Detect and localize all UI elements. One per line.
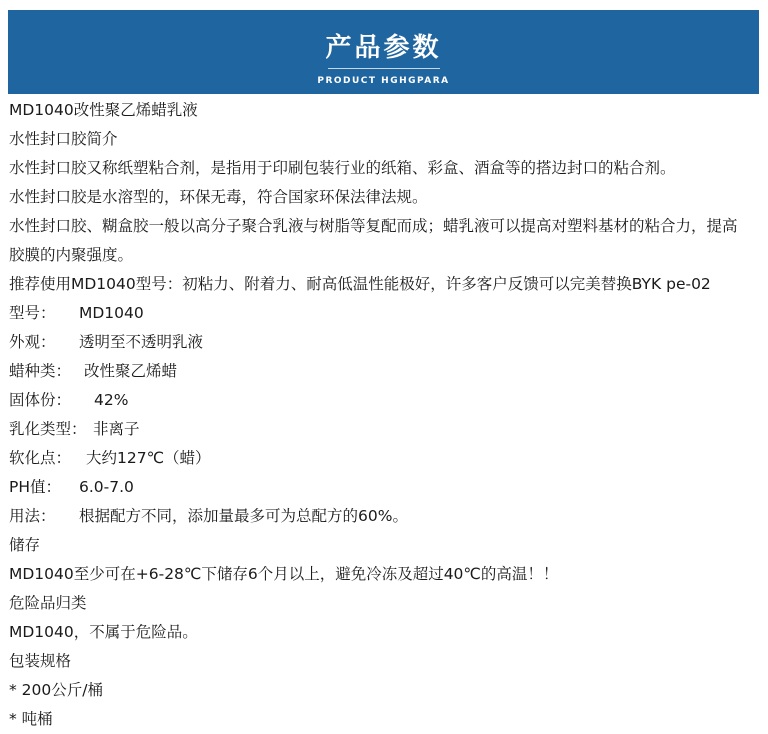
spec-value: 42% — [94, 391, 129, 409]
hazard-heading: 危险品归类 — [9, 594, 87, 612]
packaging-item: * 吨桶 — [9, 710, 53, 728]
section-banner — [8, 10, 759, 94]
banner-title: 产品参数 — [325, 33, 442, 63]
product-name: MD1040改性聚乙烯蜡乳液 — [9, 101, 198, 119]
spec-emulsion-type — [9, 415, 759, 444]
spec-value: 改性聚乙烯蜡 — [84, 362, 178, 380]
spec-ph — [9, 473, 759, 502]
intro-paragraph-2: 水性封口胶是水溶型的，环保无毒，符合国家环保法律法规。 — [9, 188, 428, 206]
spec-value: 大约127℃（蜡） — [86, 449, 211, 467]
product-description — [9, 96, 759, 734]
spec-value: 6.0-7.0 — [79, 478, 134, 496]
storage-heading: 储存 — [9, 536, 41, 554]
spec-label: 乳化类型： — [9, 420, 87, 438]
spec-value: MD1040 — [79, 304, 144, 322]
storage-text: MD1040至少可在+6-28℃下储存6个月以上，避免冷冻及超过40℃的高温！！ — [9, 565, 559, 583]
spec-label: 外观： — [9, 333, 56, 351]
spec-appearance — [9, 328, 759, 357]
spec-label: PH值： — [9, 478, 62, 496]
recommendation: 推荐使用MD1040型号：初粘力、附着力、耐高低温性能极好，许多客户反馈可以完美替换BYK pe-02 — [9, 275, 711, 293]
spec-softening-point — [9, 444, 759, 473]
spec-model — [9, 299, 759, 328]
spec-label: 蜡种类： — [9, 362, 72, 380]
intro-paragraph-1: 水性封口胶又称纸塑粘合剂，是指用于印刷包装行业的纸箱、彩盒、酒盒等的搭边封口的粘合剂。 — [9, 159, 676, 177]
spec-label: 固体份： — [9, 391, 72, 409]
spec-wax-type — [9, 357, 759, 386]
hazard-text: MD1040，不属于危险品。 — [9, 623, 198, 641]
spec-label: 型号： — [9, 304, 56, 322]
spec-usage — [9, 502, 759, 531]
spec-value: 透明至不透明乳液 — [79, 333, 204, 351]
spec-label: 软化点： — [9, 449, 72, 467]
spec-solid-content — [9, 386, 759, 415]
spec-value: 非离子 — [93, 420, 140, 438]
spec-label: 用法： — [9, 507, 56, 525]
banner-subtitle: PRODUCT HGHGPARA — [317, 76, 450, 86]
banner-divider — [328, 68, 440, 69]
intro-heading: 水性封口胶简介 — [9, 130, 118, 148]
packaging-item: * 200公斤/桶 — [9, 681, 103, 699]
spec-value: 根据配方不同，添加量最多可为总配方的60%。 — [79, 507, 408, 525]
packaging-heading: 包装规格 — [9, 652, 72, 670]
intro-paragraph-3: 水性封口胶、糊盒胶一般以高分子聚合乳液与树脂等复配而成；蜡乳液可以提高对塑料基材的粘合力，提高胶膜的内聚强度。 — [9, 217, 738, 264]
